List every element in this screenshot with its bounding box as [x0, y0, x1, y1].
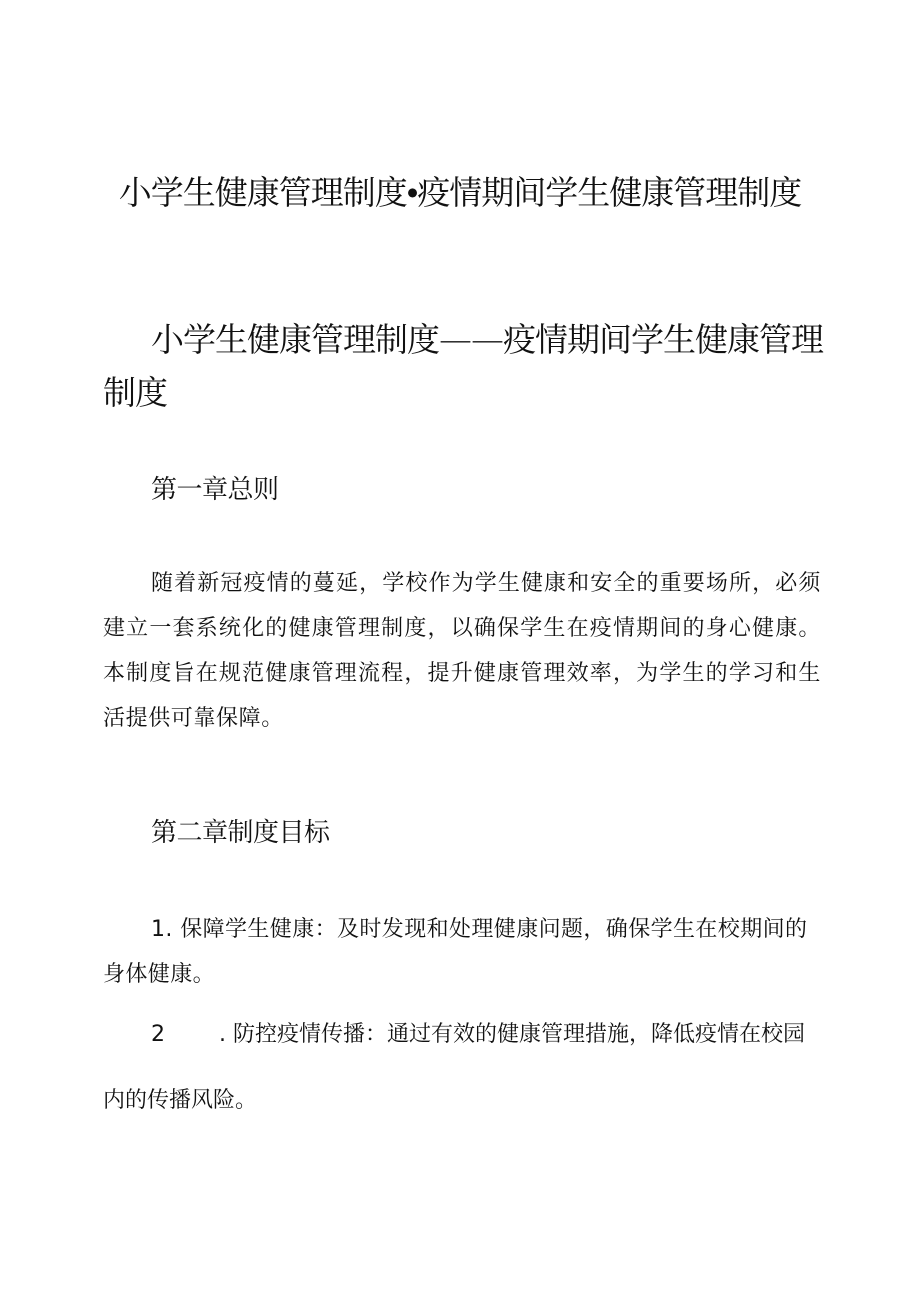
goal-item-1-number: 1 — [151, 917, 166, 942]
chapter1-paragraph: 随着新冠疫情的蔓延，学校作为学生健康和安全的重要场所，必须建立一套系统化的健康管理制度，以确保学生在疫情期间的身心健康。本制度旨在规范健康管理流程，提升健康管理效率，为学生的学习和生活提供可靠保障。 — [103, 571, 821, 731]
goal-item-1-text: . 保障学生健康：及时发现和处理健康问题，确保学生在校期间的身体健康。 — [103, 917, 808, 987]
document-subtitle: 小学生健康管理制度——疫情期间学生健康管理制度 — [103, 320, 823, 412]
goal-item-1 — [103, 907, 821, 997]
document-title: 小学生健康管理制度•疫情期间学生健康管理制度 — [118, 173, 802, 212]
goal-item-2 — [103, 1002, 821, 1134]
goal-item-2-number: 2 — [151, 1022, 165, 1047]
chapter1-heading: 第一章总则 — [151, 475, 279, 505]
goal-item-2-text: . 防控疫情传播：通过有效的健康管理措施，降低疫情在校园内的传播风险。 — [103, 1022, 805, 1113]
chapter2-heading: 第二章制度目标 — [151, 818, 330, 848]
